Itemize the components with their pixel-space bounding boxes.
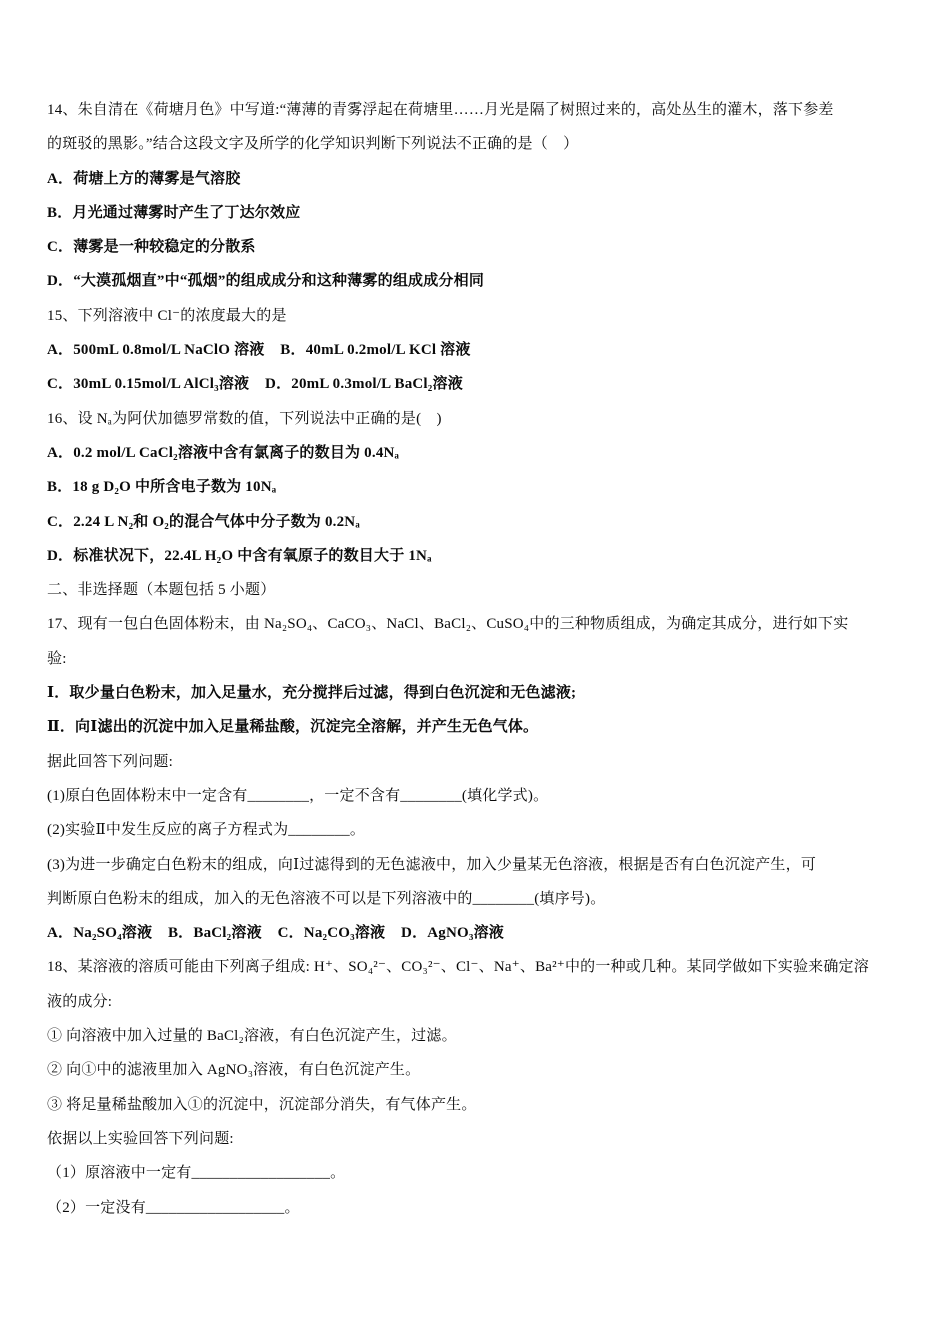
- text-line: 14、朱自清在《荷塘月色》中写道:“薄薄的青雾浮起在荷塘里……月光是隔了树照过来的，高处丛生的灌木，落下参差: [47, 102, 834, 118]
- text-line: 17、现有一包白色固体粉末，由 Na₂SO₄、CaCO₃、NaCl、BaCl₂、CuSO₄中的三种物质组成，为确定其成分，进行如下实: [47, 616, 849, 633]
- text-line: 的斑驳的黑影。”结合这段文字及所学的化学知识判断下列说法不正确的是（ ）: [47, 136, 579, 153]
- text-line: 验:: [47, 650, 67, 667]
- text-line: (3)为进一步确定白色粉末的组成，向Ⅰ过滤得到的无色滤液中，加入少量某无色溶液，根据是否有白色沉淀产生，可: [47, 856, 817, 873]
- text-line: 判断原白色粉末的组成，加入的无色溶液不可以是下列溶液中的________(填序号)。: [47, 890, 606, 907]
- text-line: ② 向①中的滤液里加入 AgNO₃溶液，有白色沉淀产生。: [47, 1062, 421, 1079]
- text-line: D．标准状况下，22.4L H₂O 中含有氧原子的数目大于 1Nₐ: [47, 547, 432, 564]
- text-line: A．Na₂SO₄溶液 B．BaCl₂溶液 C．Na₂CO₃溶液 D．AgNO₃溶液: [47, 925, 504, 942]
- text-line: （2）一定没有__________________。: [47, 1199, 300, 1216]
- document-body: [47, 93, 908, 1225]
- text-line: Ⅱ．向Ⅰ滤出的沉淀中加入足量稀盐酸，沉淀完全溶解，并产生无色气体。: [47, 719, 539, 736]
- text-line: B．月光通过薄雾时产生了丁达尔效应: [47, 204, 301, 221]
- text-line: B．18 g D₂O 中所含电子数为 10Nₐ: [47, 479, 277, 496]
- text-line: (2)实验Ⅱ中发生反应的离子方程式为________。: [47, 822, 366, 839]
- text-line: ① 向溶液中加入过量的 BaCl₂溶液，有白色沉淀产生，过滤。: [47, 1028, 457, 1045]
- text-line: A．500mL 0.8mol/L NaClO 溶液 B．40mL 0.2mol/L KCl 溶液: [47, 342, 471, 359]
- text-line: 18、某溶液的溶质可能由下列离子组成: H⁺、SO₄²⁻、CO₃²⁻、Cl⁻、Na⁺、Ba²⁺中的一种或几种。某同学做如下实验来确定溶: [47, 959, 869, 976]
- text-line: C．薄雾是一种较稳定的分散系: [47, 239, 256, 256]
- text-line: 据此回答下列问题:: [47, 753, 173, 770]
- text-line: 16、设 Nₐ为阿伏加德罗常数的值，下列说法中正确的是( ): [47, 410, 442, 427]
- text-line: D．“大漠孤烟直”中“孤烟”的组成成分和这种薄雾的组成成分相同: [47, 273, 485, 290]
- text-line: 15、下列溶液中 Cl⁻的浓度最大的是: [47, 307, 287, 324]
- text-line: Ⅰ．取少量白色粉末，加入足量水，充分搅拌后过滤，得到白色沉淀和无色滤液;: [47, 685, 577, 702]
- text-line: C．2.24 L N₂和 O₂的混合气体中分子数为 0.2Nₐ: [47, 513, 360, 530]
- text-line: 二、非选择题（本题包括 5 小题）: [47, 582, 276, 599]
- text-line: (1)原白色固体粉末中一定含有________，一定不含有________(填化学式)。: [47, 787, 549, 804]
- text-line: A．0.2 mol/L CaCl₂溶液中含有氯离子的数目为 0.4Nₐ: [47, 444, 400, 461]
- text-line: ③ 将足量稀盐酸加入①的沉淀中，沉淀部分消失，有气体产生。: [47, 1096, 477, 1113]
- text-line: （1）原溶液中一定有__________________。: [47, 1165, 346, 1182]
- text-line: A．荷塘上方的薄雾是气溶胶: [47, 170, 241, 187]
- text-line: 液的成分:: [47, 993, 113, 1010]
- text-line: C．30mL 0.15mol/L AlCl₃溶液 D．20mL 0.3mol/L BaCl₂溶液: [47, 376, 463, 393]
- text-line: 依据以上实验回答下列问题:: [47, 1130, 234, 1147]
